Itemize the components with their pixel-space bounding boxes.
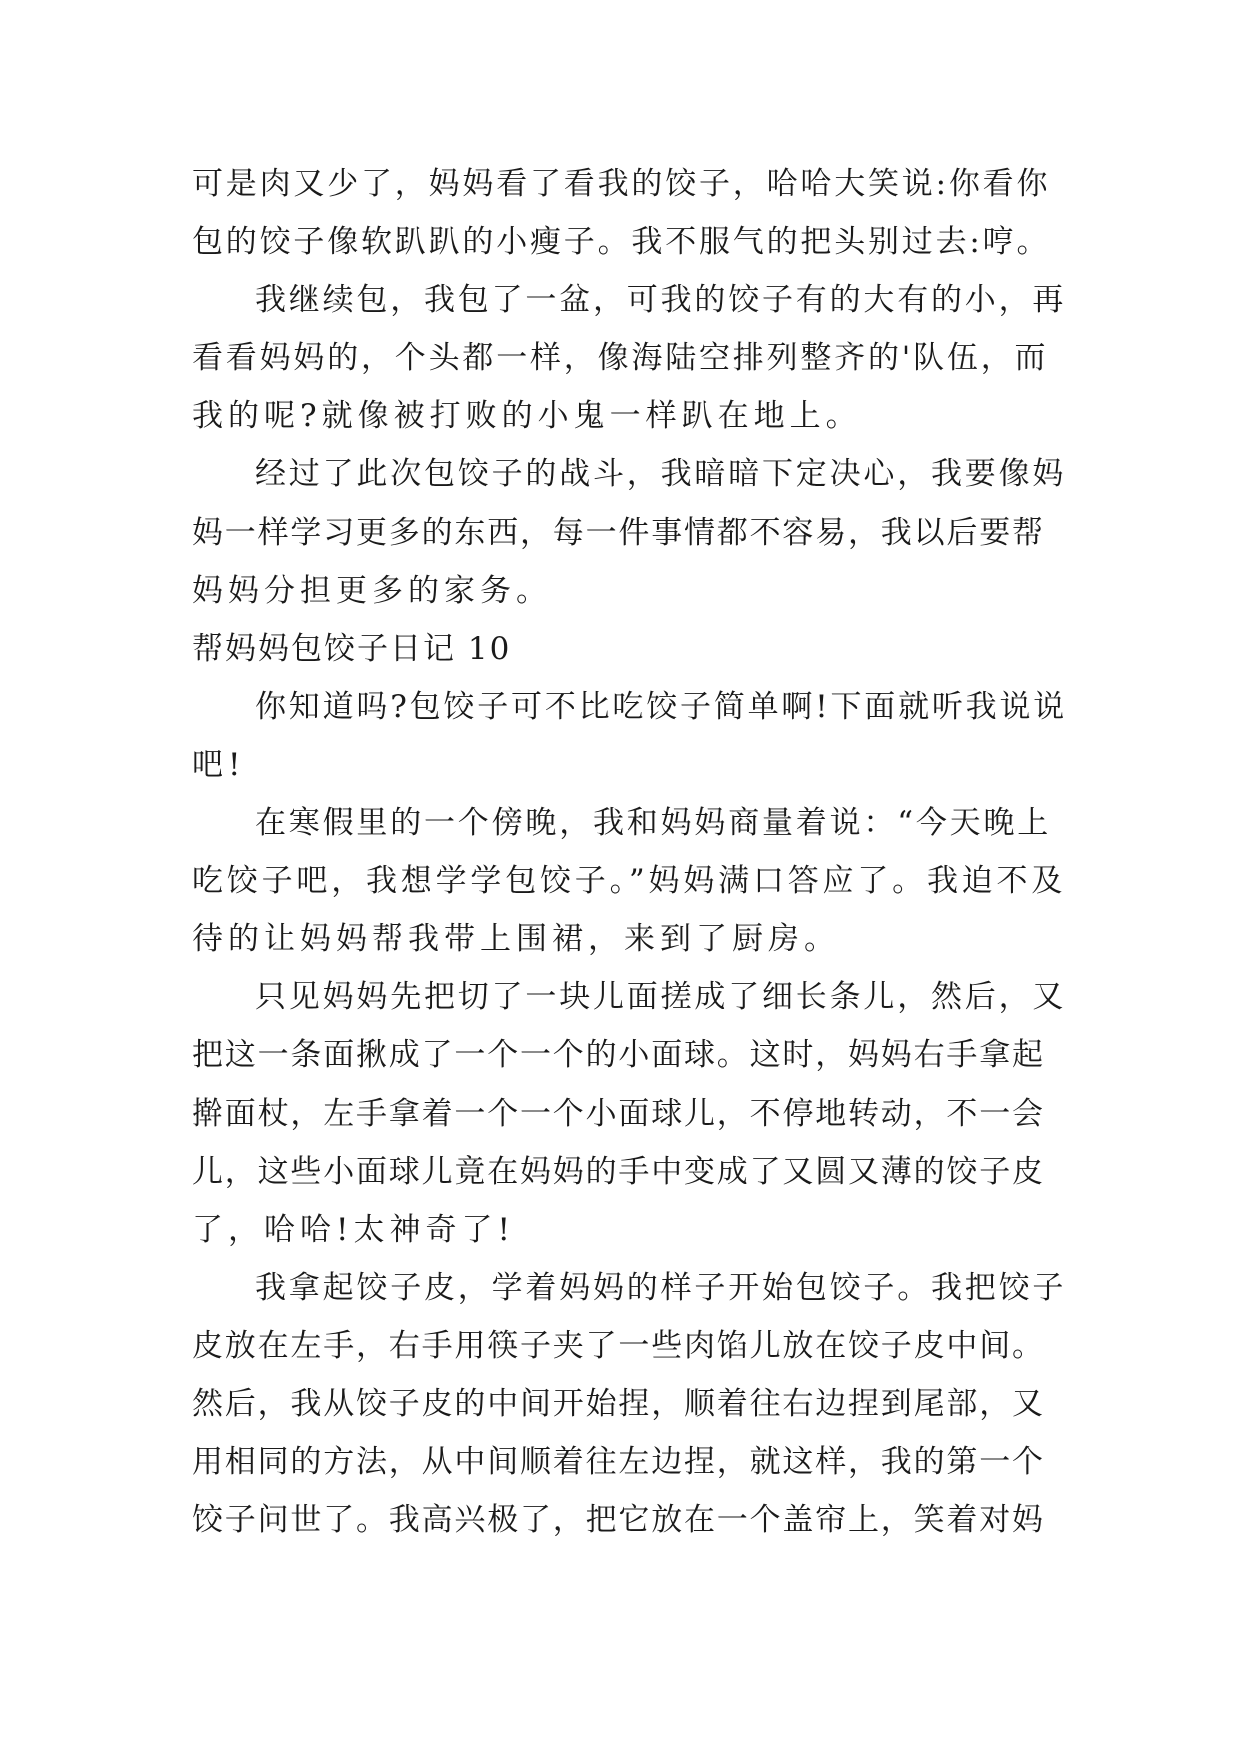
text-line: 儿，这些小面球儿竟在妈妈的手中变成了又圆又薄的饺子皮 bbox=[192, 1153, 1045, 1190]
text-line: 包的饺子像软趴趴的小瘦子。我不服气的把头别过去:哼。 bbox=[192, 224, 1051, 261]
section-heading: 帮妈妈包饺子日记 10 bbox=[192, 630, 512, 667]
text-line: 了，哈哈!太神奇了! bbox=[192, 1211, 515, 1248]
text-line: 饺子问世了。我高兴极了，把它放在一个盖帘上，笑着对妈 bbox=[192, 1502, 1045, 1539]
text-line: 经过了此次包饺子的战斗，我暗暗下定决心，我要像妈 bbox=[255, 456, 1067, 493]
text-line: 吃饺子吧，我想学学包饺子。”妈妈满口答应了。我迫不及 bbox=[192, 863, 1067, 900]
text-line: 你知道吗?包饺子可不比吃饺子简单啊!下面就听我说说 bbox=[255, 688, 1068, 725]
text-line: 皮放在左手，右手用筷子夹了一些肉馅儿放在饺子皮中间。 bbox=[192, 1327, 1045, 1364]
text-line: 我继续包，我包了一盆，可我的饺子有的大有的小，再 bbox=[255, 282, 1067, 319]
text-line: 然后，我从饺子皮的中间开始捏，顺着往右边捏到尾部，又 bbox=[192, 1385, 1045, 1422]
text-line: 妈妈分担更多的家务。 bbox=[192, 572, 552, 609]
text-line: 看看妈妈的，个头都一样，像海陆空排列整齐的'队伍，而 bbox=[192, 340, 1049, 377]
text-line: 把这一条面揪成了一个一个的小面球。这时，妈妈右手拿起 bbox=[192, 1037, 1045, 1074]
text-line: 待的让妈妈帮我带上围裙，来到了厨房。 bbox=[192, 921, 840, 958]
text-line: 只见妈妈先把切了一块儿面搓成了细长条儿，然后，又 bbox=[255, 979, 1067, 1016]
text-line: 吧! bbox=[192, 746, 246, 783]
text-line: 妈一样学习更多的东西，每一件事情都不容易，我以后要帮 bbox=[192, 514, 1045, 551]
text-line: 我拿起饺子皮，学着妈妈的样子开始包饺子。我把饺子 bbox=[255, 1269, 1067, 1306]
text-line: 用相同的方法，从中间顺着往左边捏，就这样，我的第一个 bbox=[192, 1444, 1045, 1481]
text-line: 擀面杖，左手拿着一个一个小面球儿，不停地转动，不一会 bbox=[192, 1095, 1045, 1132]
text-line: 可是肉又少了，妈妈看了看我的饺子，哈哈大笑说:你看你 bbox=[192, 166, 1051, 202]
text-line: 在寒假里的一个傍晚，我和妈妈商量着说：“今天晚上 bbox=[255, 805, 1052, 842]
text-line: 我的呢?就像被打败的小鬼一样趴在地上。 bbox=[192, 398, 862, 435]
document-body bbox=[192, 155, 1072, 1549]
